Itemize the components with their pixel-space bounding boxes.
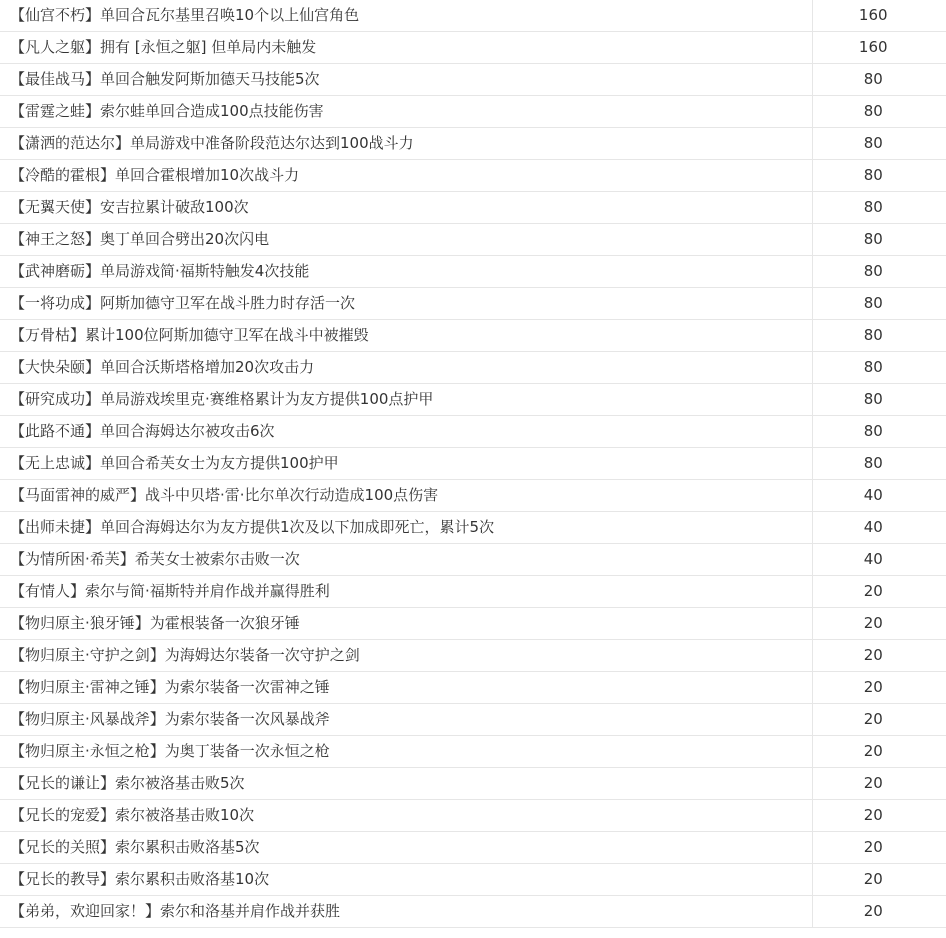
achievement-points: 80: [812, 320, 946, 352]
achievement-description: 【兄长的谦让】索尔被洛基击败5次: [0, 768, 812, 800]
achievement-points: 80: [812, 448, 946, 480]
achievement-points: 40: [812, 544, 946, 576]
achievement-points: 80: [812, 96, 946, 128]
achievement-description: 【无上忠诚】单回合希芙女士为友方提供100护甲: [0, 448, 812, 480]
achievement-description: 【万骨枯】累计100位阿斯加德守卫军在战斗中被摧毁: [0, 320, 812, 352]
achievement-description: 【马面雷神的威严】战斗中贝塔·雷·比尔单次行动造成100点伤害: [0, 480, 812, 512]
table-row: [0, 128, 946, 160]
achievement-description: 【物归原主·雷神之锤】为索尔装备一次雷神之锤: [0, 672, 812, 704]
table-row: [0, 352, 946, 384]
achievement-points: 20: [812, 768, 946, 800]
achievement-description: 【无翼天使】安吉拉累计破敌100次: [0, 192, 812, 224]
table-row: [0, 384, 946, 416]
achievement-points: 20: [812, 832, 946, 864]
table-row: [0, 896, 946, 928]
achievement-points: 80: [812, 128, 946, 160]
table-row: [0, 736, 946, 768]
table-row: [0, 96, 946, 128]
achievement-points: 20: [812, 736, 946, 768]
achievement-description: 【物归原主·狼牙锤】为霍根装备一次狼牙锤: [0, 608, 812, 640]
achievement-points: 20: [812, 640, 946, 672]
table-row: [0, 256, 946, 288]
achievement-points: 80: [812, 256, 946, 288]
achievement-description: 【武神磨砺】单局游戏简·福斯特触发4次技能: [0, 256, 812, 288]
achievement-description: 【物归原主·守护之剑】为海姆达尔装备一次守护之剑: [0, 640, 812, 672]
table-row: [0, 448, 946, 480]
achievement-description: 【为情所困·希芙】希芙女士被索尔击败一次: [0, 544, 812, 576]
achievement-description: 【冷酷的霍根】单回合霍根增加10次战斗力: [0, 160, 812, 192]
achievement-description: 【兄长的关照】索尔累积击败洛基5次: [0, 832, 812, 864]
achievement-description: 【研究成功】单局游戏埃里克·赛维格累计为友方提供100点护甲: [0, 384, 812, 416]
achievement-description: 【最佳战马】单回合触发阿斯加德天马技能5次: [0, 64, 812, 96]
table-row: [0, 32, 946, 64]
achievement-points: 80: [812, 416, 946, 448]
table-row: [0, 416, 946, 448]
table-row: [0, 320, 946, 352]
achievement-description: 【此路不通】单回合海姆达尔被攻击6次: [0, 416, 812, 448]
achievement-points: 80: [812, 288, 946, 320]
achievement-points: 80: [812, 224, 946, 256]
achievement-points: 80: [812, 192, 946, 224]
table-row: [0, 512, 946, 544]
achievement-description: 【物归原主·永恒之枪】为奥丁装备一次永恒之枪: [0, 736, 812, 768]
achievement-description: 【大快朵颐】单回合沃斯塔格增加20次攻击力: [0, 352, 812, 384]
achievement-description: 【出师未捷】单回合海姆达尔为友方提供1次及以下加成即死亡，累计5次: [0, 512, 812, 544]
achievement-description: 【兄长的宠爱】索尔被洛基击败10次: [0, 800, 812, 832]
achievement-points: 80: [812, 64, 946, 96]
table-row: [0, 224, 946, 256]
achievement-description: 【有情人】索尔与简·福斯特并肩作战并赢得胜利: [0, 576, 812, 608]
achievement-points: 20: [812, 672, 946, 704]
achievement-points: 80: [812, 352, 946, 384]
achievement-description: 【雷霆之蛙】索尔蛙单回合造成100点技能伤害: [0, 96, 812, 128]
achievement-points: 20: [812, 864, 946, 896]
table-row: [0, 768, 946, 800]
achievement-description: 【物归原主·风暴战斧】为索尔装备一次风暴战斧: [0, 704, 812, 736]
achievement-description: 【兄长的教导】索尔累积击败洛基10次: [0, 864, 812, 896]
achievement-description: 【弟弟，欢迎回家！】索尔和洛基并肩作战并获胜: [0, 896, 812, 928]
table-row: [0, 832, 946, 864]
achievement-description: 【仙宫不朽】单回合瓦尔基里召唤10个以上仙宫角色: [0, 0, 812, 32]
table-row: [0, 672, 946, 704]
achievement-points: 160: [812, 0, 946, 32]
table-row: [0, 544, 946, 576]
achievement-points: 160: [812, 32, 946, 64]
table-row: [0, 800, 946, 832]
achievement-description: 【神王之怒】奥丁单回合劈出20次闪电: [0, 224, 812, 256]
table-row: [0, 864, 946, 896]
achievement-points: 80: [812, 160, 946, 192]
table-row: [0, 608, 946, 640]
achievement-points: 20: [812, 576, 946, 608]
table-row: [0, 192, 946, 224]
achievement-points: 20: [812, 800, 946, 832]
achievement-points: 20: [812, 896, 946, 928]
table-row: [0, 288, 946, 320]
table-row: [0, 160, 946, 192]
table-row: [0, 0, 946, 32]
achievement-description: 【凡人之躯】拥有 [永恒之躯] 但单局内未触发: [0, 32, 812, 64]
achievement-description: 【一将功成】阿斯加德守卫军在战斗胜力时存活一次: [0, 288, 812, 320]
achievement-points: 20: [812, 608, 946, 640]
achievement-points: 80: [812, 384, 946, 416]
table-row: [0, 640, 946, 672]
achievement-points: 40: [812, 480, 946, 512]
achievement-points: 40: [812, 512, 946, 544]
table-row: [0, 704, 946, 736]
table-row: [0, 576, 946, 608]
table-row: [0, 480, 946, 512]
achievement-points: 20: [812, 704, 946, 736]
table-row: [0, 64, 946, 96]
achievement-description: 【潇洒的范达尔】单局游戏中准备阶段范达尔达到100战斗力: [0, 128, 812, 160]
